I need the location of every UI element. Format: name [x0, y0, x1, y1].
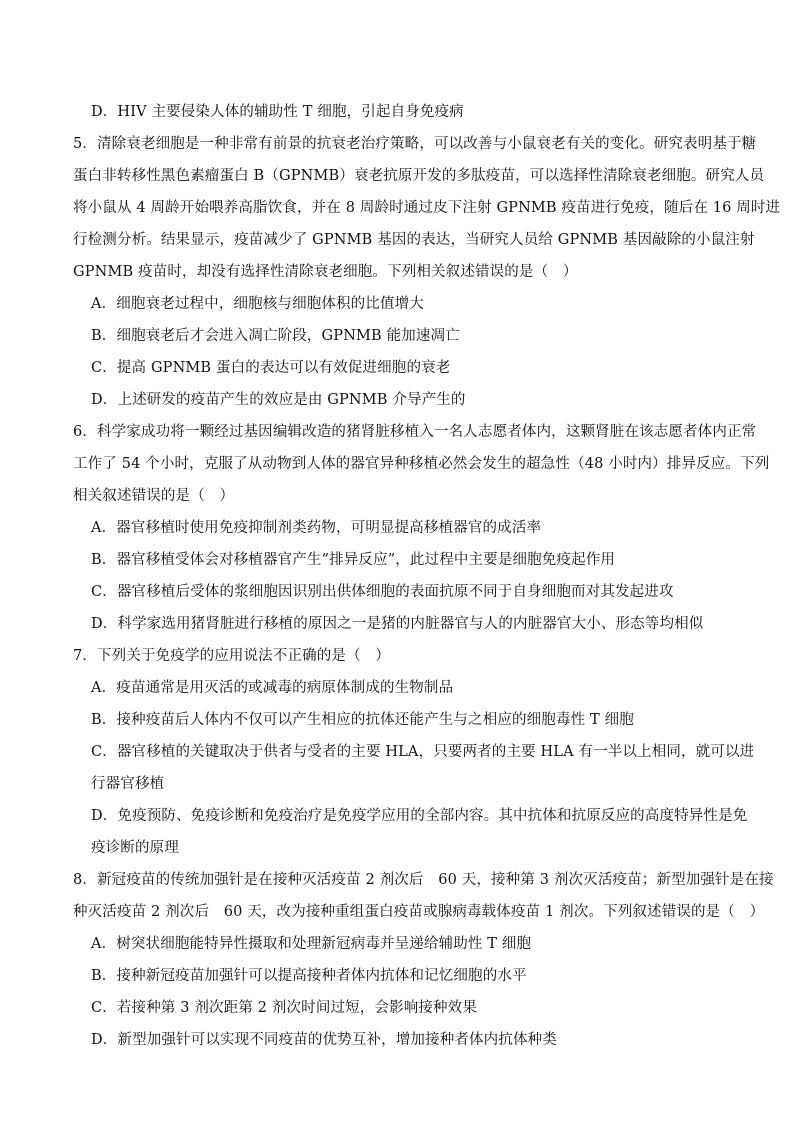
- q6-stem-line-3: 相关叙述错误的是（ ）: [73, 488, 235, 504]
- q5-stem-line-5: GPNMB 疫苗时，却没有选择性清除衰老细胞。下列相关叙述错误的是（ ）: [73, 264, 578, 280]
- q8-stem-line-1: 8．新冠疫苗的传统加强针是在接种灭活疫苗 2 剂次后 60 天，接种第 3 剂次灭活疫苗；新型加强针是在接: [73, 872, 774, 888]
- q8-option-a: A．树突状细胞能特异性摄取和处理新冠病毒并呈递给辅助性 T 细胞: [91, 936, 532, 952]
- q8-option-d: D．新型加强针可以实现不同疫苗的优势互补，增加接种者体内抗体种类: [91, 1032, 557, 1048]
- q6-stem-line-2: 工作了 54 个小时，克服了从动物到人体的器官异种移植必然会发生的超急性（48 小时内）排异反应。下列: [73, 456, 770, 472]
- q8-option-b: B．接种新冠疫苗加强针可以提高接种者体内抗体和记忆细胞的水平: [91, 968, 527, 984]
- q6-option-d: D．科学家选用猪肾脏进行移植的原因之一是猪的内脏器官与人的内脏器官大小、形态等均相似: [91, 616, 704, 632]
- q5-stem-line-1: 5．清除衰老细胞是一种非常有前景的抗衰老治疗策略，可以改善与小鼠衰老有关的变化。研究表明基于糖: [73, 136, 757, 152]
- q5-stem-line-3: 将小鼠从 4 周龄开始喂养高脂饮食，并在 8 周龄时通过皮下注射 GPNMB 疫苗进行免疫，随后在 16 周时进: [73, 200, 781, 216]
- q8-option-c: C．若接种第 3 剂次距第 2 剂次时间过短，会影响接种效果: [91, 1000, 477, 1016]
- q7-option-c-line-2: 行器官移植: [91, 776, 165, 792]
- q4-option-d: D．HIV 主要侵染人体的辅助性 T 细胞，引起自身免疫病: [91, 104, 464, 120]
- q7-option-b: B．接种疫苗后人体内不仅可以产生相应的抗体还能产生与之相应的细胞毒性 T 细胞: [91, 712, 634, 728]
- q5-stem-line-4: 行检测分析。结果显示，疫苗减少了 GPNMB 基因的表达，当研究人员给 GPNMB 基因敲除的小鼠注射: [73, 232, 755, 248]
- q6-option-a: A．器官移植时使用免疫抑制剂类药物，可明显提高移植器官的成活率: [91, 520, 542, 536]
- q5-option-b: B．细胞衰老后才会进入凋亡阶段，GPNMB 能加速凋亡: [91, 328, 460, 344]
- q5-stem-line-2: 蛋白非转移性黑色素瘤蛋白 B（GPNMB）衰老抗原开发的多肽疫苗，可以选择性清除衰老细胞。研究人员: [73, 168, 765, 184]
- q6-option-b: B．器官移植受体会对移植器官产生“排异反应”，此过程中主要是细胞免疫起作用: [91, 552, 616, 568]
- q7-option-d-line-1: D．免疫预防、免疫诊断和免疫治疗是免疫学应用的全部内容。其中抗体和抗原反应的高度特异性是免: [91, 808, 748, 824]
- q5-option-a: A．细胞衰老过程中，细胞核与细胞体积的比值增大: [91, 296, 424, 312]
- q7-option-a: A．疫苗通常是用灭活的或减毒的病原体制成的生物制品: [91, 680, 454, 696]
- q5-option-c: C．提高 GPNMB 蛋白的表达可以有效促进细胞的衰老: [91, 360, 451, 376]
- q7-option-c-line-1: C．器官移植的关键取决于供者与受者的主要 HLA，只要两者的主要 HLA 有一半以上相同，就可以进: [91, 744, 755, 760]
- q7-stem-line-1: 7．下列关于免疫学的应用说法不正确的是（ ）: [73, 648, 391, 664]
- q8-stem-line-2: 种灭活疫苗 2 剂次后 60 天，改为接种重组蛋白疫苗或腺病毒载体疫苗 1 剂次。下列叙述错误的是（ ）: [73, 904, 765, 920]
- q6-option-c: C．器官移植后受体的浆细胞因识别出供体细胞的表面抗原不同于自身细胞而对其发起进攻: [91, 584, 674, 600]
- q7-option-d-line-2: 疫诊断的原理: [91, 840, 179, 856]
- q5-option-d: D．上述研发的疫苗产生的效应是由 GPNMB 介导产生的: [91, 392, 466, 408]
- q6-stem-line-1: 6．科学家成功将一颗经过基因编辑改造的猪肾脏移植入一名人志愿者体内，这颗肾脏在该志愿者体内正常: [73, 424, 757, 440]
